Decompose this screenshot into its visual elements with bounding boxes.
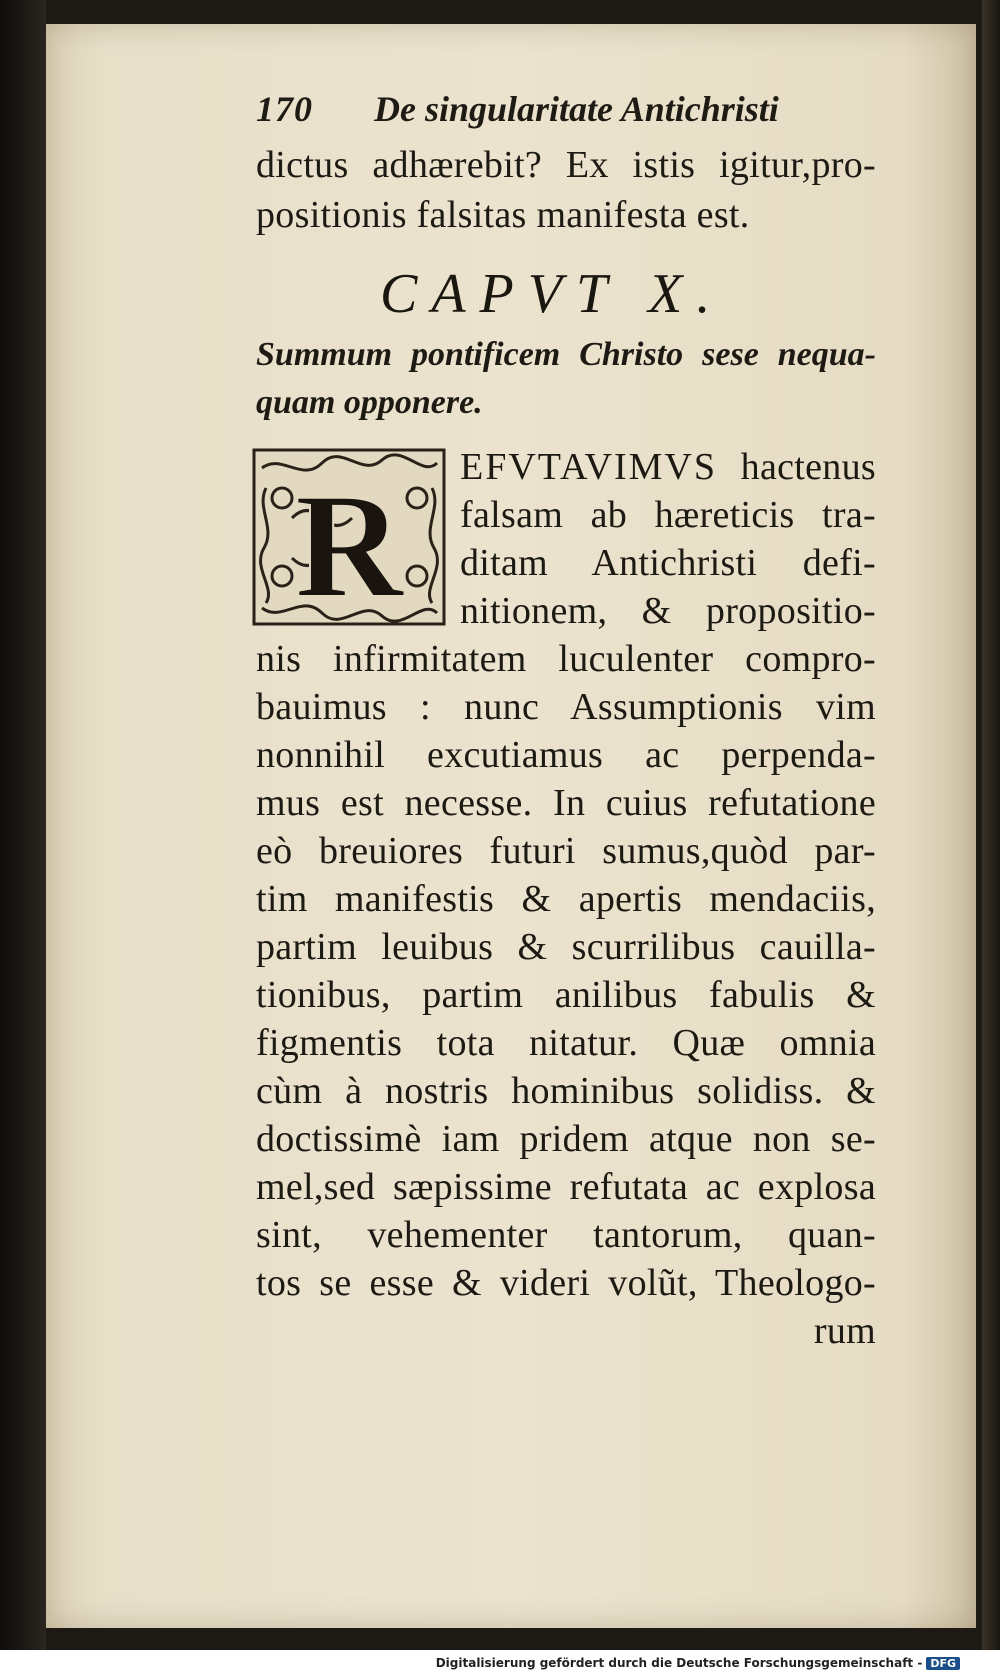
ornamental-initial-graphic	[252, 448, 446, 626]
body-line-8: mus est necesse. In cuius refutatione	[256, 782, 876, 824]
body-line-4: nitionem, & propositio-	[460, 590, 876, 632]
body-line-7: nonnihil excutiamus ac perpenda-	[256, 734, 876, 776]
body-line-9: eò breuiores futuri sumus,quòd par-	[256, 830, 876, 872]
body-line-10: tim manifestis & apertis mendaciis,	[256, 878, 876, 920]
body-line-5: nis infirmitatem luculenter compro-	[256, 638, 876, 680]
digitization-credit-text: Digitalisierung gefördert durch die Deutsche Forschungsgemeinschaft -	[435, 1656, 923, 1670]
page-edge	[982, 0, 1000, 1650]
body-line-12: tionibus, partim anilibus fabulis &	[256, 974, 876, 1016]
binding-shadow	[0, 0, 46, 1650]
body-line-11: partim leuibus & scurrilibus cauilla-	[256, 926, 876, 968]
page-number: 170	[256, 89, 313, 129]
running-head-title: De singularitate Antichristi	[374, 89, 779, 129]
catchword: rum	[813, 1310, 876, 1352]
chapter-heading: CAPVT X.	[380, 263, 725, 325]
opening-smallcaps: EFVTAVIMVS	[460, 446, 717, 488]
body-line-15: doctissimè iam pridem atque non se-	[256, 1118, 876, 1160]
body-line-1: EFVTAVIMVS hactenus	[460, 446, 876, 488]
ornamental-initial	[252, 448, 446, 626]
body-line-16: mel,sed sæpissime refutata ac explosa	[256, 1166, 876, 1208]
digitization-credit	[436, 1656, 960, 1670]
body-line-17: sint, vehementer tantorum, quan-	[256, 1214, 876, 1256]
body-line-13: figmentis tota nitatur. Quæ omnia	[256, 1022, 876, 1064]
carryover-line-2: positionis falsitas manifesta est.	[256, 194, 750, 236]
chapter-subtitle-line-1: Summum pontificem Christo sese nequa-	[256, 336, 876, 373]
body-line-3: ditam Antichristi defi-	[460, 542, 876, 584]
body-line-2: falsam ab hæreticis tra-	[460, 494, 876, 536]
dfg-logo: DFG	[926, 1657, 960, 1670]
carryover-line-1: dictus adhærebit? Ex istis igitur,pro-	[256, 144, 876, 186]
drop-cap-letter: R	[294, 463, 404, 626]
body-line-14: cùm à nostris hominibus solidiss. &	[256, 1070, 876, 1112]
body-line-18: tos se esse & videri volũt, Theologo-	[256, 1262, 876, 1304]
chapter-subtitle-line-2: quam opponere.	[256, 384, 483, 421]
body-line-6: bauimus : nunc Assumptionis vim	[256, 686, 876, 728]
running-head	[256, 88, 896, 138]
